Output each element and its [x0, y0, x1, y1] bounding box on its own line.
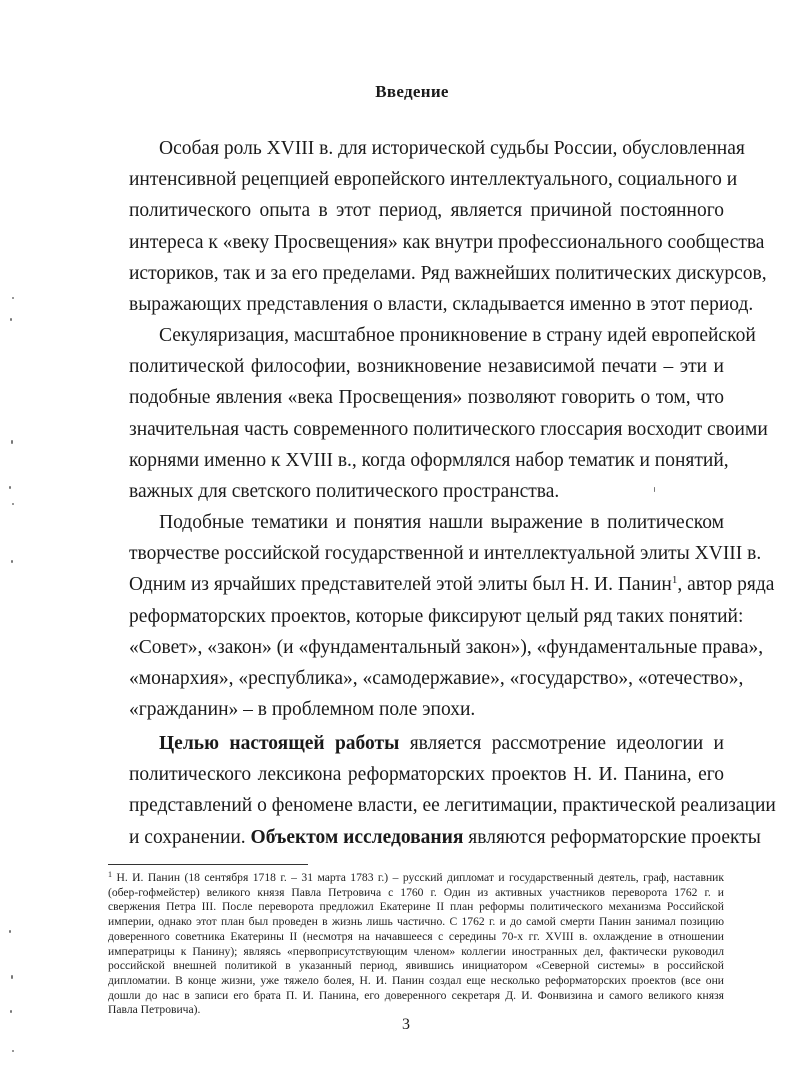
text-run: политического лексикона реформаторских проектов Н. И. Панина, его	[129, 764, 724, 786]
text-run: доверенного советника Екатерины II (несмотря на начавшееся с середины 70-х гг. XVIII в. охлаждение в отношении	[108, 929, 724, 943]
scan-speck	[12, 1050, 14, 1052]
footnote-line	[108, 929, 724, 944]
text-run: является рассмотрение идеологии и	[399, 733, 724, 754]
text-line	[159, 137, 745, 161]
footnote-line	[108, 870, 724, 885]
scan-speck	[10, 1010, 12, 1013]
text-line	[129, 293, 754, 317]
scan-speck	[11, 440, 13, 444]
section-heading: Введение	[375, 82, 449, 101]
footnote-ref: 1	[108, 870, 112, 879]
page-number: 3	[402, 1016, 410, 1033]
footnote-line	[108, 958, 724, 973]
text-run: Подобные тематики и понятия нашли выражение в политическом	[159, 512, 724, 533]
text-line	[129, 231, 765, 255]
text-run: императрицы к Панину); являясь «первоприсутствующим членом» коллегии иностранных дел, фактически руководил	[108, 944, 724, 958]
text-line	[129, 199, 724, 223]
text-run: «монархия», «республика», «самодержавие», «государство», «отечество»,	[129, 668, 744, 689]
text-run: реформаторских проектов, которые фиксируют целый ряд таких понятий:	[129, 605, 744, 627]
text-run: значительная часть современного политического глоссария восходит своими	[129, 418, 768, 440]
footnote-line	[108, 988, 724, 1003]
text-line	[129, 542, 762, 566]
text-line	[129, 168, 738, 192]
text-run: и сохранении.	[129, 826, 251, 848]
text-run: Секуляризация, масштабное проникновение в страну идей европейской	[159, 325, 756, 346]
text-line	[159, 511, 724, 535]
text-line	[129, 418, 768, 442]
footnote-line	[108, 973, 724, 988]
scan-speck	[11, 560, 13, 563]
text-run: важных для светского политического пространства.	[129, 481, 560, 502]
text-line	[129, 262, 767, 286]
text-line	[129, 355, 724, 379]
text-run: являются реформаторские проекты	[463, 826, 761, 848]
text-run: российской внешней политикой в указанный период, явившись инициатором «Северной системы» в российской	[108, 959, 724, 973]
footnote-line	[108, 885, 724, 900]
text-run: Одним из ярчайших представителей этой элиты был Н. И. Панин	[129, 574, 672, 596]
text-run: свержения Петра III. После переворота предложил Екатерине II план реформы политического механизма Российской	[108, 900, 724, 914]
text-line	[129, 636, 764, 660]
text-line	[129, 698, 724, 722]
footnote-ref: 1	[671, 574, 678, 587]
bold-term: Объектом исследования	[250, 826, 464, 848]
footnote-line	[108, 944, 724, 959]
text-line	[129, 794, 776, 818]
text-line	[129, 386, 724, 410]
scan-speck	[11, 975, 13, 979]
text-line	[129, 480, 724, 504]
scan-speck	[10, 318, 12, 321]
text-run: Н. И. Панин (18 сентября 1718 г. – 31 марта 1783 г.) – русский дипломат и государственный деятель, граф, наставник	[112, 871, 724, 884]
scan-speck	[654, 487, 655, 492]
text-line	[159, 732, 724, 756]
text-line	[129, 763, 724, 787]
footnote-separator	[108, 864, 308, 865]
text-line	[129, 449, 729, 473]
text-run: интереса к «веку Просвещения» как внутри профессионального сообщества	[129, 231, 765, 253]
text-run: Павла Петровича).	[108, 1003, 201, 1017]
text-run: интенсивной рецепцией европейского интеллектуального, социального и	[129, 169, 738, 191]
text-run: Особая роль XVIII в. для исторической судьбы России, обусловленная	[159, 138, 745, 159]
text-line	[129, 605, 744, 629]
text-run: творчестве российской государственной и интеллектуальной элиты XVIII в.	[129, 543, 762, 565]
text-run: представлений о феномене власти, ее легитимации, практической реализации	[129, 795, 776, 817]
text-run: дипломатии. В конце жизни, уже тяжело болея, Н. И. Панин создал еще несколько реформаторских проектов (все они	[108, 973, 724, 987]
text-line	[129, 667, 744, 691]
text-run: подобные явления «века Просвещения» позволяют говорить о том, что	[129, 387, 724, 409]
footnote-line	[108, 899, 724, 914]
scan-speck	[9, 486, 11, 489]
text-run: (обер-гофмейстер) великого князя Павла Петровича с 1760 г. Один из активных участников переворота 1762 г. и	[108, 885, 724, 899]
bold-term: Целью настоящей работы	[159, 733, 400, 754]
scan-speck	[12, 297, 14, 299]
text-run: корнями именно к XVIII в., когда оформлялся набор тематик и понятий,	[129, 449, 729, 471]
text-run: историков, так и за его пределами. Ряд важнейших политических дискурсов,	[129, 262, 767, 284]
text-run: «Совет», «закон» (и «фундаментальный закон»), «фундаментальные права»,	[129, 636, 764, 658]
text-line	[129, 826, 761, 850]
footnote-line	[108, 1002, 724, 1017]
text-run: , автор ряда	[677, 574, 775, 596]
scan-speck	[12, 503, 14, 505]
text-run: политической философии, возникновение независимой печати – эти и	[129, 356, 724, 378]
text-run: империи, однако этот план был проведен в жизнь лишь частично. С 1762 г. и до самой смерти Панин занимал позицию	[108, 915, 724, 929]
footnote-line	[108, 914, 724, 929]
text-run: дошли до нас в записи его брата П. И. Панина, его доверенного секретаря Д. И. Фонвизина и самого великого князя	[108, 988, 724, 1002]
scan-speck	[9, 930, 11, 933]
text-line	[129, 573, 775, 597]
text-run: политического опыта в этот период, является причиной постоянного	[129, 200, 724, 222]
text-run: «гражданин» – в проблемном поле эпохи.	[129, 699, 476, 721]
text-line	[159, 324, 756, 348]
text-run: выражающих представления о власти, складывается именно в этот период.	[129, 294, 754, 315]
